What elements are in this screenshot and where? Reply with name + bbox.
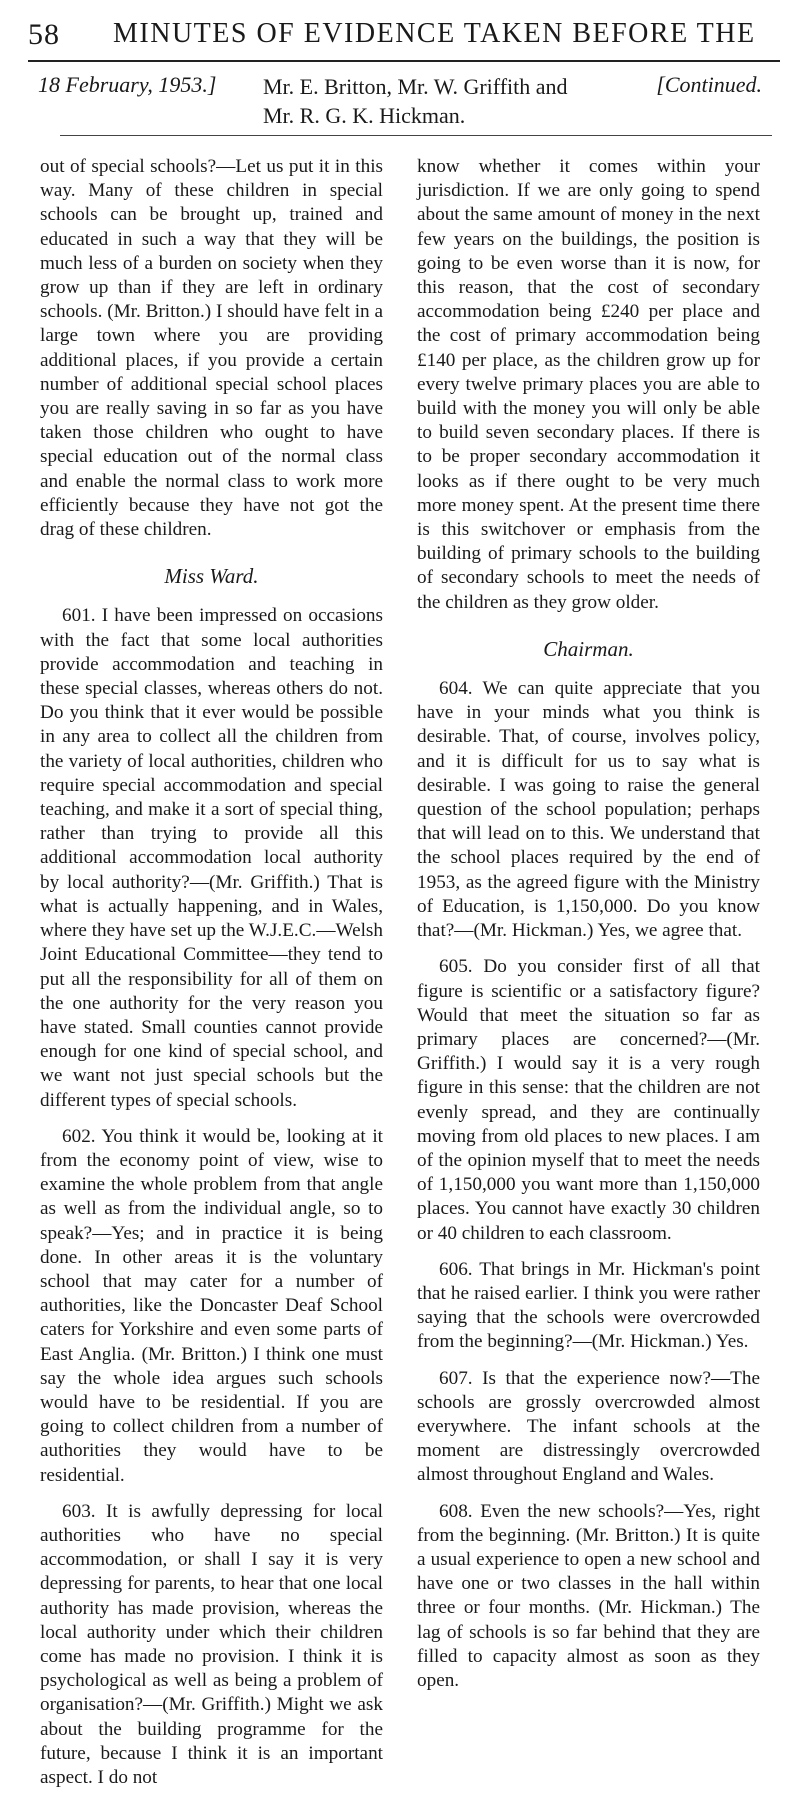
question-602: 602. You think it would be, looking at it from the economy point of view, wise to examine the whole problem from that angle as well as from the individual angle, so to speak?—Yes; and in practice it is being done. In other areas it is the voluntary school that may cater for a number of authorities, like the Doncaster Deaf School caters for Yorkshire and even some parts of East Anglia. (Mr. Britton.) I think one must say the whole idea argues such schools would have to be residential. If you are going to collect children from a number of authorities they would have to be residential.: [40, 1125, 383, 1486]
speaker-heading: Chairman.: [543, 636, 634, 661]
page-header: [28, 18, 772, 58]
header-rule: [28, 60, 780, 62]
question-601: 601. I have been impressed on occasions with the fact that some local authorities provide accommodation and teaching in these special classes, whereas others do not. Do you think that it ever would be possible in any area to collect all the children from the variety of local authorities, children who require special accommodation and special teaching, and make it a sort of special thing, rather than trying to provide all this additional accommodation local authority by local authority?—(Mr. Griffith.) That is what is actually happening, and in Wales, where they have set up the W.J.E.C.—Welsh Joint Educational Committee—they tend to put all the responsibility for all of them on the one authority for the very reason you have stated. Small counties cannot provide enough for one kind of special school, and we want not just special schools but the different types of special schools.: [40, 605, 383, 1111]
question-604: 604. We can quite appreciate that you have in your minds what you think is desirable. That, of course, involves policy, and it is difficult for us to say what is desirable. I was going to raise the general question of the school population; perhaps that will lead on to this. We understand that the school places required by the end of 1953, as the agreed figure with the Ministry of Education, is 1,150,000. Do you know that?—(Mr. Hickman.) Yes, we agree that.: [417, 678, 760, 942]
witness-names: [263, 72, 568, 130]
question-605: 605. Do you consider first of all that figure is scientific or a satisfactory figure? Would that meet the situation so far as primary places are concerned?—(Mr. Griffith.) I would say it is a very rough figure in this sense: that the children are not evenly spread, and they are continually moving from old places to new places. I am of the opinion myself that to meet the needs of 1,150,000 you want more than 1,150,000 places. You cannot have exactly 30 children or 40 children to each classroom.: [417, 956, 760, 1244]
running-title: MINUTES OF EVIDENCE TAKEN BEFORE THE: [113, 18, 756, 49]
paragraph-continued: know whether it comes within your jurisdiction. If we are only going to spend about the same amount of money in the next few years on the buildings, the position is going to be even worse than it is now, for this reason, that the cost of secondary accommodation being £240 per place and the cost of primary accommodation being £140 per place, as the children grow up for every twelve primary places you are able to build with the money you will only be able to build seven secondary places. If there is to be proper secondary accommodation it looks as if there ought to be very much more money spent. At the present time there is this switchover or emphasis from the building of primary schools to the building of secondary schools to meet the needs of the children as they grow older.: [417, 156, 760, 613]
sitting-date: 18 February, 1953.]: [38, 72, 217, 97]
witness-line-2: Mr. R. G. K. Hickman.: [263, 103, 466, 128]
question-607: 607. Is that the experience now?—The schools are grossly overcrowded almost everywhere. The infant schools at the moment are distressingly overcrowded almost throughout England and Wales.: [417, 1367, 760, 1486]
witness-line-1: Mr. E. Britton, Mr. W. Griffith and: [263, 74, 568, 99]
question-603: 603. It is awfully depressing for local authorities who have no special accommodation, or shall I say it is very depressing for parents, to hear that one local authority has made provision, whereas the local authority under which their children come has made no provision. I think it is psychological as well as being a problem of organisation?—(Mr. Griffith.) Might we ask about the building programme for the future, because I think it is an important aspect. I do not: [40, 1500, 383, 1788]
speaker-heading: Miss Ward.: [164, 564, 259, 589]
continued-label: [Continued.: [656, 72, 762, 97]
paragraph-intro: out of special schools?—Let us put it in this way. Many of these children in special schools can be brought up, trained and educated in such a way that they will be much less of a burden on society when they grow up than if they are left in ordinary schools. (Mr. Britton.) I should have felt in a large town where you are providing additional places, if you provide a certain number of additional special school places you are really saving in so far as you have taken those children who ought to have special education out of the normal class and enable the normal class to work more efficiently because they have not got the drag of these children.: [40, 156, 383, 541]
meta-rule: [60, 135, 772, 136]
sitting-meta: [28, 72, 772, 134]
right-column: [417, 155, 760, 1705]
page-number: 58: [28, 18, 60, 51]
question-608: 608. Even the new schools?—Yes, right from the beginning. (Mr. Britton.) It is quite a usual experience to open a new school and have one or two classes in the hall within three or four months. (Mr. Hickman.) The lag of schools is so far behind that they are filled to capacity almost as soon as they open.: [417, 1500, 760, 1691]
left-column: [40, 155, 383, 1802]
question-606: 606. That brings in Mr. Hickman's point that he raised earlier. I think you were rather saying that the schools were overcrowded from the beginning?—(Mr. Hickman.) Yes.: [417, 1258, 760, 1353]
